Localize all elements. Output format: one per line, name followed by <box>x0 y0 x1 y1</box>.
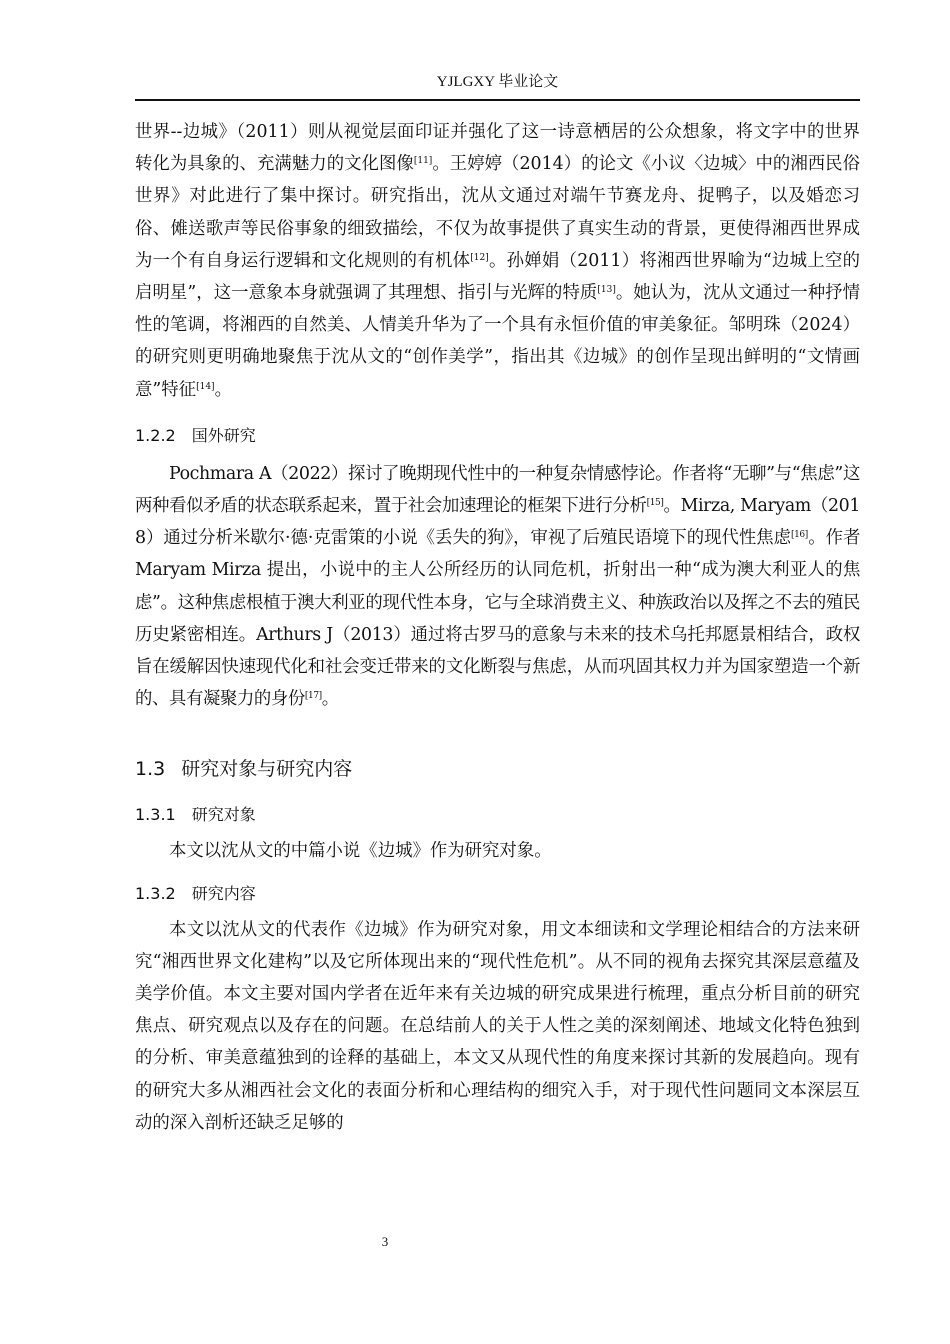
text-run: 。她认为，沈从文通过一种抒情性的笔调，将湘西的自然美、人情美升华为了一个具有永恒价值的审美象征。邹明珠（2024）的研究则更明确地聚焦于沈从文的“创作美学”，指出其《边城》的创作呈现出鲜明的“文情画意”特征 <box>135 283 860 400</box>
research-object-paragraph: 本文以沈从文的中篇小说《边城》作为研究对象。 <box>169 841 552 862</box>
page-number: 3 <box>381 1234 389 1249</box>
text-run: 。作者 Maryam Mirza 提出，小说中的主人公所经历的认同危机，折射出一种“成为澳大利亚人的焦虑”。这种焦虑根植于澳大利亚的现代性本身，它与全球消费主义、种族政治以及挥之不去的殖民历史紧密相连。Arthurs J（2013）通过将古罗马的意象与未来的技术乌托邦愿景相结合，政权旨在缓解因快速现代化和社会变迁带来的文化断裂与焦虑，从而巩固其权力并为国家塑造一个新的、具有凝聚力的身份 <box>135 528 860 710</box>
header-rule <box>135 99 860 101</box>
research-content-paragraph: 本文以沈从文的代表作《边城》作为研究对象，用文本细读和文学理论相结合的方法来研究“湘西世界文化建构”以及它所体现出来的“现代性危机”。从不同的视角去探究其深层意蕴及美学价值。本文主要对国内学者在近年来有关边城的研究成果进行梳理，重点分析目前的研究焦点、研究观点以及存在的问题。在总结前人的关于人性之美的深刻阐述、地域文化特色独到的分析、审美意蕴独到的诠释的基础上，本文又从现代性的角度来探讨其新的发展趋向。现有的研究大多从湘西社会文化的表面分析和心理结构的细究入手，对于现代性问题同文本深层互动的深入剖析还缺乏足够的 <box>135 919 860 1133</box>
heading-number: 1.3.1 <box>135 805 176 825</box>
heading-1-3 <box>135 755 860 783</box>
text-run: 世界--边城》（2011）则从视觉层面印证并强化了这一诗意栖居的公众想象，将文字中的世界转化为具象的、充满魅力的文化图像 <box>135 122 860 175</box>
text-run: 。Mirza, Maryam（2018）通过分析米歇尔·德·克雷策的小说《丢失的狗》，审视了后殖民语境下的现代性焦虑 <box>135 496 860 549</box>
citation-ref: [15] <box>646 498 664 509</box>
text-run: 。王婷婷（2014）的论文《小议〈边城〉中的湘西民俗世界》对此进行了集中探讨。研究指出，沈从文通过对端午节赛龙舟、捉鸭子，以及婚恋习俗、傩送歌声等民俗事象的细致描绘，不仅为故事提供了真实生动的背景，更使得湘西世界成为一个有自身运行逻辑和文化规则的有机体 <box>135 154 860 271</box>
text-run: 。孙婵娟（2011）将湘西世界喻为“边城上空的启明星”，这一意象本身就强调了其理想、指引与光辉的特质 <box>135 250 860 304</box>
heading-1-2-2 <box>135 424 860 448</box>
citation-ref: [16] <box>791 530 808 541</box>
citation-ref: [13] <box>597 285 616 296</box>
foreign-research-paragraph <box>135 458 860 716</box>
heading-1-3-1 <box>135 803 860 827</box>
heading-title: 国外研究 <box>191 425 256 445</box>
citation-ref: [11] <box>413 156 433 167</box>
text-run: Pochmara A（2022）探讨了晚期现代性中的一种复杂情感悖论。作者将“无聊”与“焦虑”这两种看似矛盾的状态联系起来，置于社会加速理论的框架下进行分析 <box>135 463 860 517</box>
page-content <box>135 116 860 1139</box>
citation-ref: [12] <box>470 252 489 263</box>
running-header: YJLGXY 毕业论文 <box>436 74 559 90</box>
citation-ref: [17] <box>304 691 322 702</box>
heading-number: 1.2.2 <box>135 425 176 445</box>
intro-paragraph <box>135 116 860 406</box>
citation-ref: [14] <box>196 381 215 392</box>
heading-title: 研究对象 <box>191 805 256 825</box>
text-run: 。 <box>214 379 232 400</box>
heading-title: 研究对象与研究内容 <box>181 758 353 781</box>
heading-1-3-2 <box>135 882 860 906</box>
heading-number: 1.3.2 <box>135 883 176 903</box>
heading-number: 1.3 <box>135 758 166 781</box>
heading-title: 研究内容 <box>191 883 256 903</box>
text-run: 。 <box>321 689 339 710</box>
